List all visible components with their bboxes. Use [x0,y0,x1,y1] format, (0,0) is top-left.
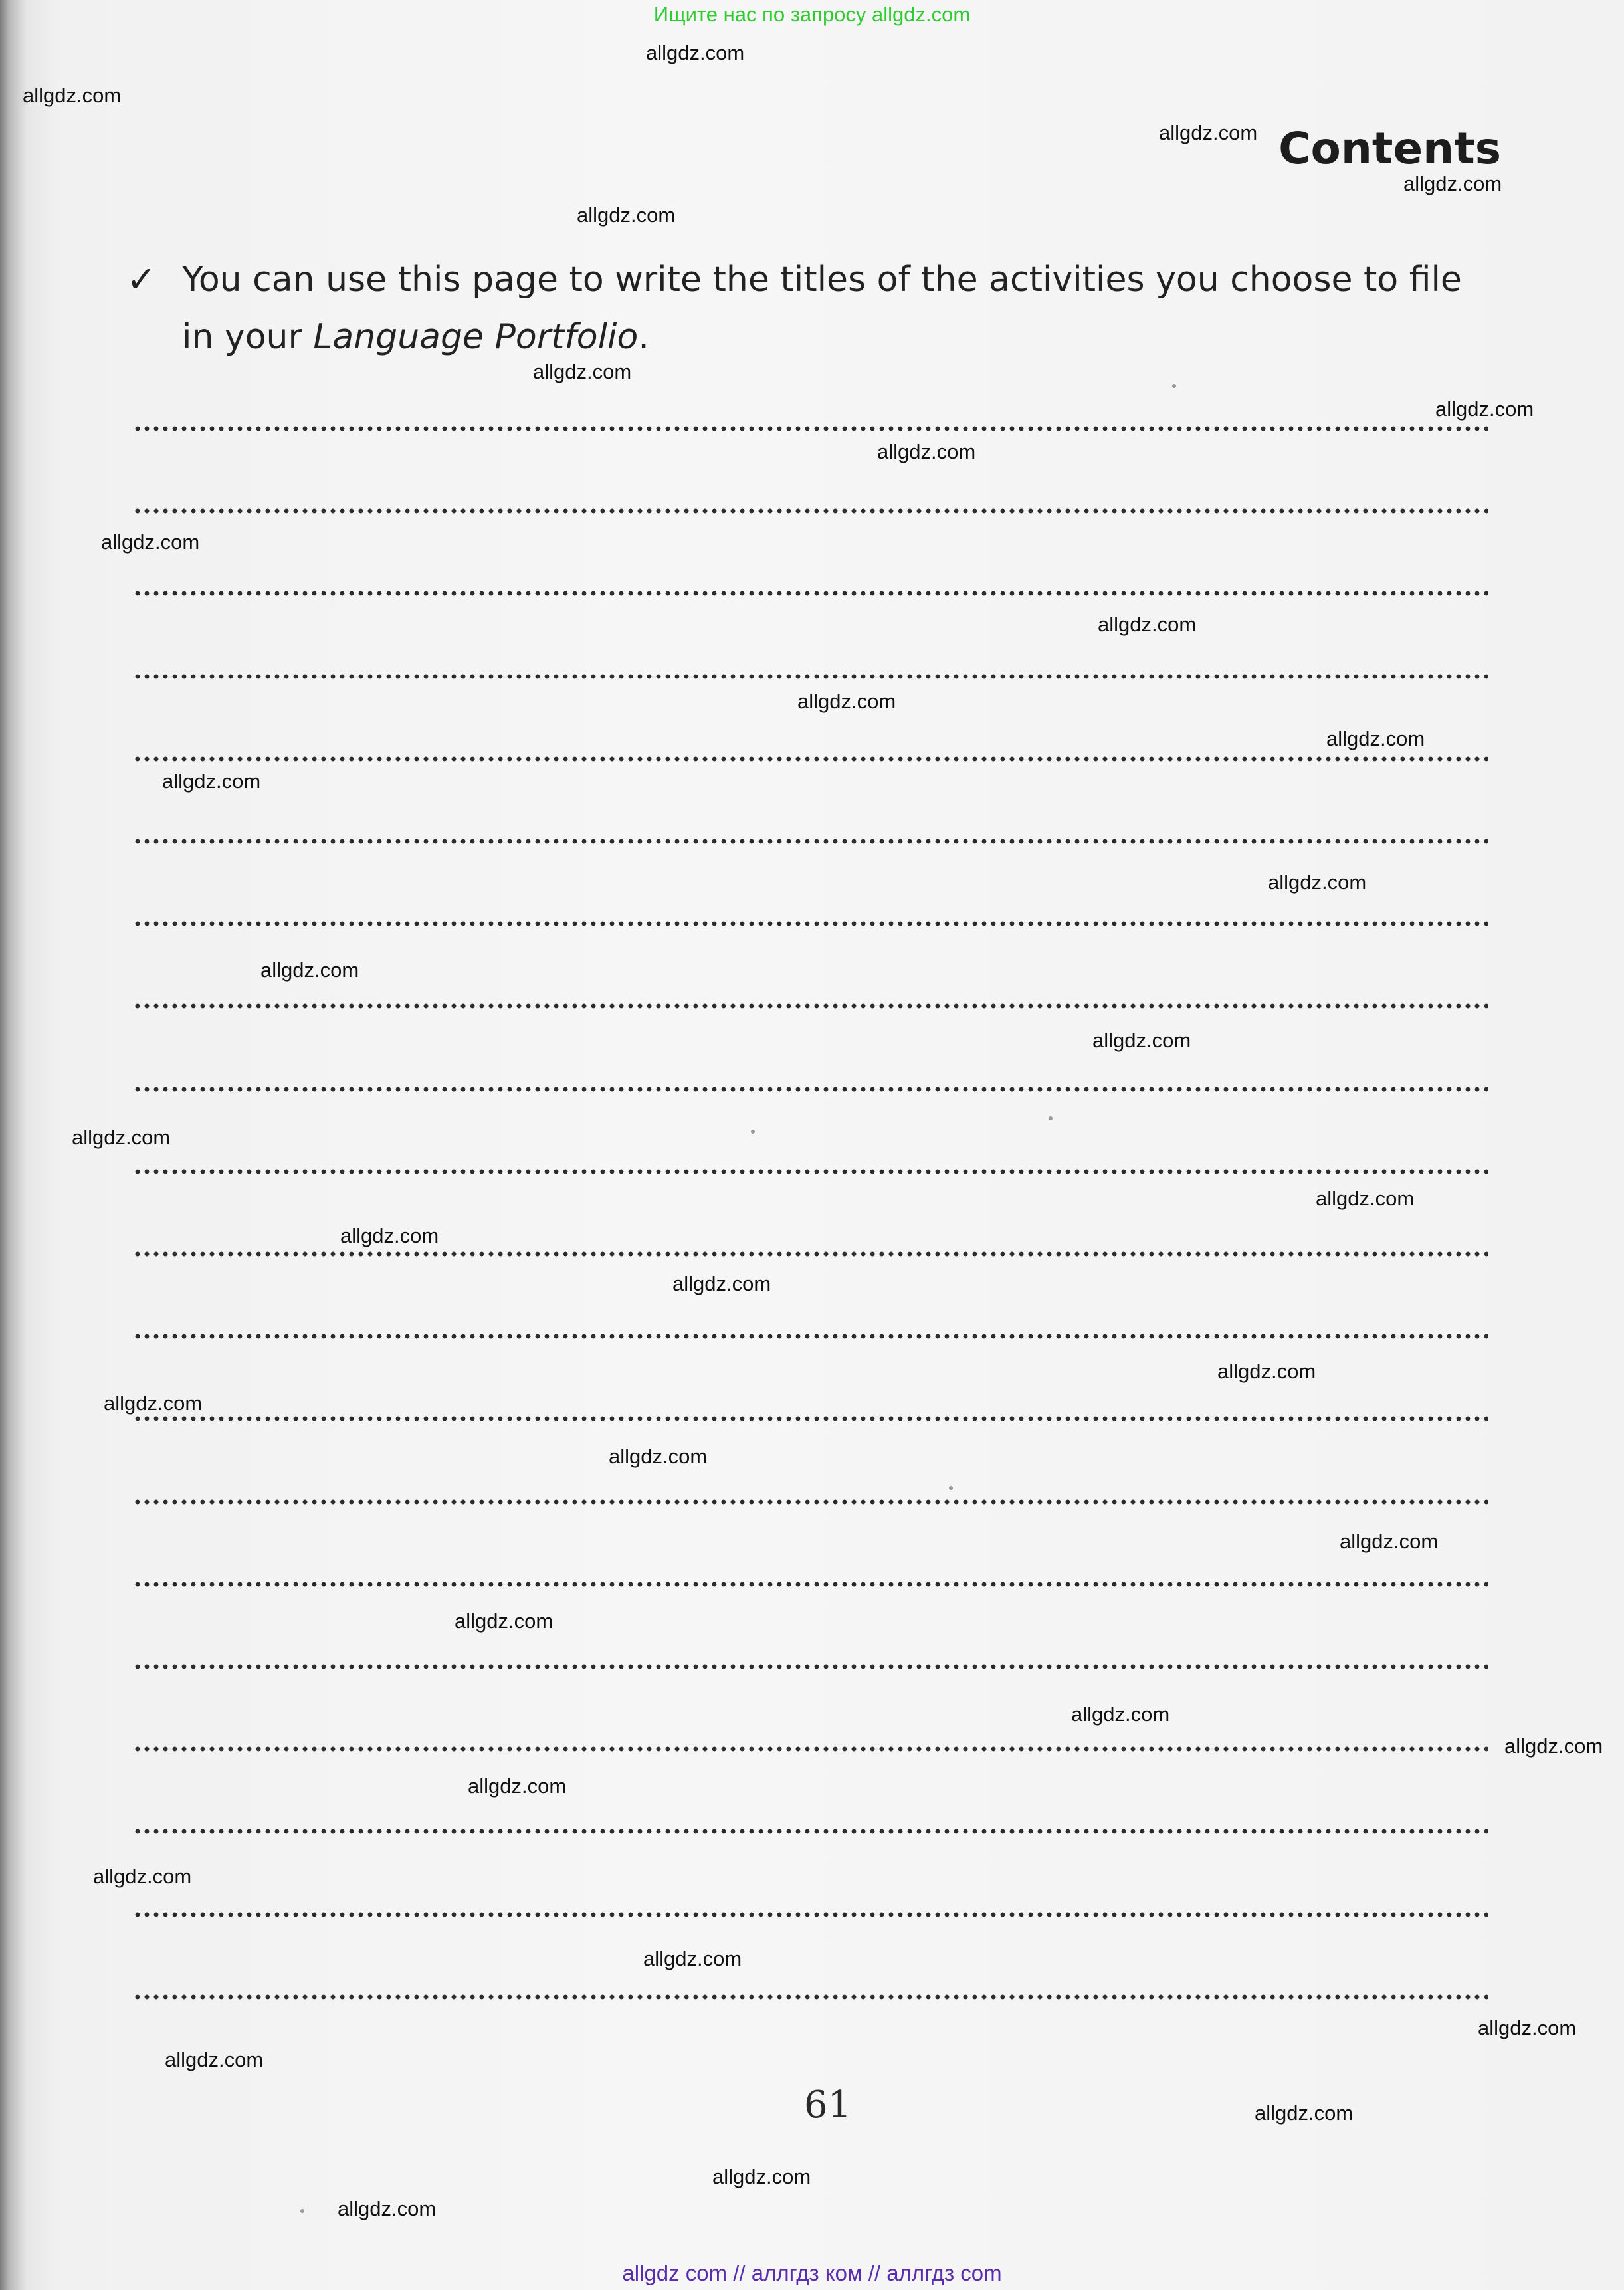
top-banner[interactable]: Ищите нас по запросу allgdz.com [653,3,971,26]
page-title: Contents [1278,123,1501,174]
write-line [133,920,1488,927]
watermark: allgdz.com [72,1126,171,1149]
watermark: allgdz.com [577,203,676,227]
write-line [133,590,1488,597]
scan-speck [751,1130,755,1134]
watermark: allgdz.com [712,2165,811,2188]
write-line [133,1828,1488,1835]
write-line [133,1251,1488,1257]
write-line [133,1499,1488,1505]
write-line [133,838,1488,845]
watermark: allgdz.com [165,2048,264,2071]
watermark: allgdz.com [609,1445,708,1468]
write-line [133,1663,1488,1670]
watermark: allgdz.com [1340,1530,1439,1553]
watermark: allgdz.com [1478,2016,1577,2039]
write-line [133,1746,1488,1752]
watermark: allgdz.com [340,1224,439,1247]
watermark: allgdz.com [93,1865,192,1888]
scan-speck [1172,384,1176,388]
write-line [133,425,1488,432]
watermark: allgdz.com [101,530,200,554]
watermark: allgdz.com [1326,727,1425,750]
watermark: allgdz.com [260,958,359,982]
watermark: allgdz.com [643,1947,742,1970]
write-line [133,1333,1488,1340]
watermark: allgdz.com [1316,1187,1415,1210]
watermark: allgdz.com [1268,871,1367,894]
scan-speck [300,2209,304,2213]
bottom-banner[interactable]: allgdz com // аллгдз ком // аллгдз com [622,2261,1002,2285]
write-line [133,508,1488,514]
watermark: allgdz.com [338,2197,437,2220]
watermark: allgdz.com [162,770,261,793]
check-mark-icon: ✓ [126,259,157,300]
write-line [133,1911,1488,1918]
watermark: allgdz.com [1071,1703,1170,1726]
language-portfolio-emphasis: Language Portfolio [313,317,639,357]
instruction-text [182,251,1484,365]
watermark: allgdz.com [1255,2101,1354,2125]
write-line [133,1003,1488,1009]
watermark: allgdz.com [672,1272,771,1295]
page-number: 61 [804,2083,852,2127]
watermark: allgdz.com [1435,397,1534,421]
watermark: allgdz.com [1217,1360,1316,1383]
watermark: allgdz.com [455,1610,554,1633]
write-line [133,1994,1488,2000]
watermark: allgdz.com [533,360,632,383]
write-line [133,1415,1488,1422]
scan-speck [949,1486,953,1490]
instruction-text-after: . [638,317,649,357]
watermark: allgdz.com [104,1392,203,1415]
watermark: allgdz.com [1504,1734,1603,1758]
write-line [133,1086,1488,1093]
watermark: allgdz.com [797,690,896,713]
write-line [133,673,1488,680]
scan-speck [1049,1116,1053,1120]
write-line [133,756,1488,762]
watermark: allgdz.com [1092,1029,1191,1052]
watermark: allgdz.com [23,84,122,107]
watermark: allgdz.com [877,440,976,463]
write-line [133,1581,1488,1588]
watermark: allgdz.com [1098,613,1197,636]
watermark: allgdz.com [646,41,745,64]
watermark: allgdz.com [468,1774,567,1798]
write-line [133,1168,1488,1175]
watermark: allgdz.com [1159,121,1258,144]
watermark: allgdz.com [1403,172,1502,195]
instruction-text-before: You can use this page to write the titles of the activities you choose to file in your [182,260,1462,357]
